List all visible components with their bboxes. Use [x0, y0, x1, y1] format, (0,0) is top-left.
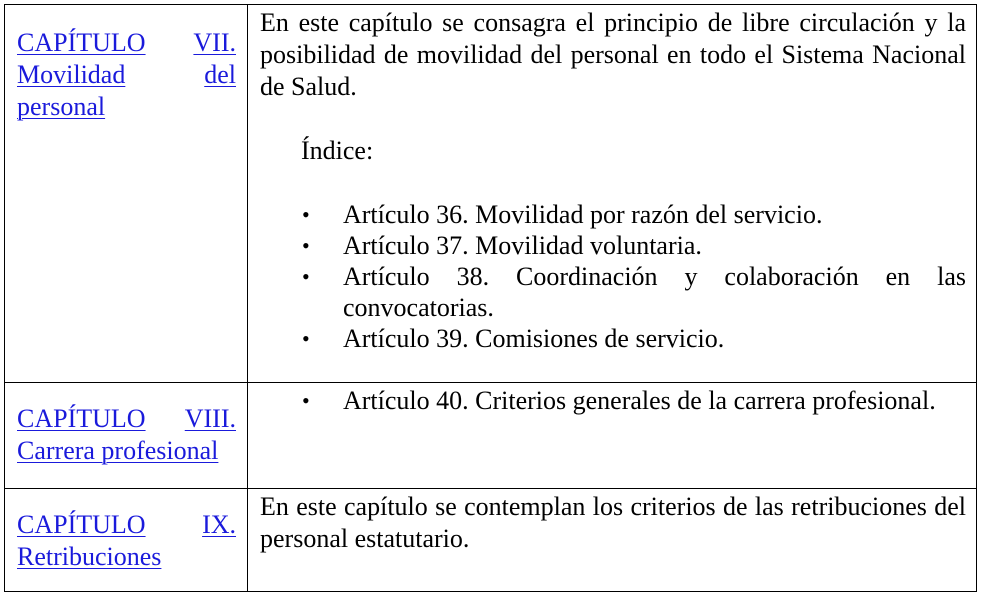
table-row [5, 5, 977, 383]
index-label: Índice: [301, 136, 374, 165]
chapter-cell [5, 383, 248, 489]
list-item: • Artículo 39. Comisiones de servicio. [302, 324, 725, 353]
chapter-vii-link[interactable]: CAPÍTULO VII. Movilidad del personal [17, 28, 236, 121]
chapter-cell [5, 5, 248, 383]
table-row [5, 383, 977, 489]
chapters-table [4, 4, 977, 592]
chapter-vii-intro: En este capítulo se consagra el principio de libre circulación y la posibilidad de movilidad del personal en todo el Sistema Nacional de Salud. [260, 8, 966, 101]
description-cell [248, 383, 977, 489]
table-row [5, 489, 977, 592]
list-item: • Artículo 37. Movilidad voluntaria. [302, 231, 702, 260]
chapter-ix-intro: En este capítulo se contemplan los criterios de las retribuciones del personal estatutario. [260, 492, 966, 553]
bullet-icon: • [302, 233, 310, 258]
chapter-cell [5, 489, 248, 592]
bullet-icon: • [302, 202, 310, 227]
bullet-icon: • [302, 326, 310, 351]
list-item: • Artículo 38. Coordinación y colaboración en las convocatorias. [302, 262, 966, 322]
description-cell [248, 5, 977, 383]
article-list [248, 385, 976, 416]
list-item: • Artículo 36. Movilidad por razón del servicio. [302, 200, 823, 229]
bullet-icon: • [302, 388, 310, 413]
list-item: • Artículo 40. Criterios generales de la carrera profesional. [302, 386, 936, 415]
chapter-viii-link[interactable]: CAPÍTULO VIII. Carrera profesional [17, 404, 236, 465]
description-cell [248, 489, 977, 592]
chapter-ix-link[interactable]: CAPÍTULO IX. Retribuciones [17, 510, 236, 571]
article-list [248, 199, 976, 354]
bullet-icon: • [302, 264, 310, 289]
